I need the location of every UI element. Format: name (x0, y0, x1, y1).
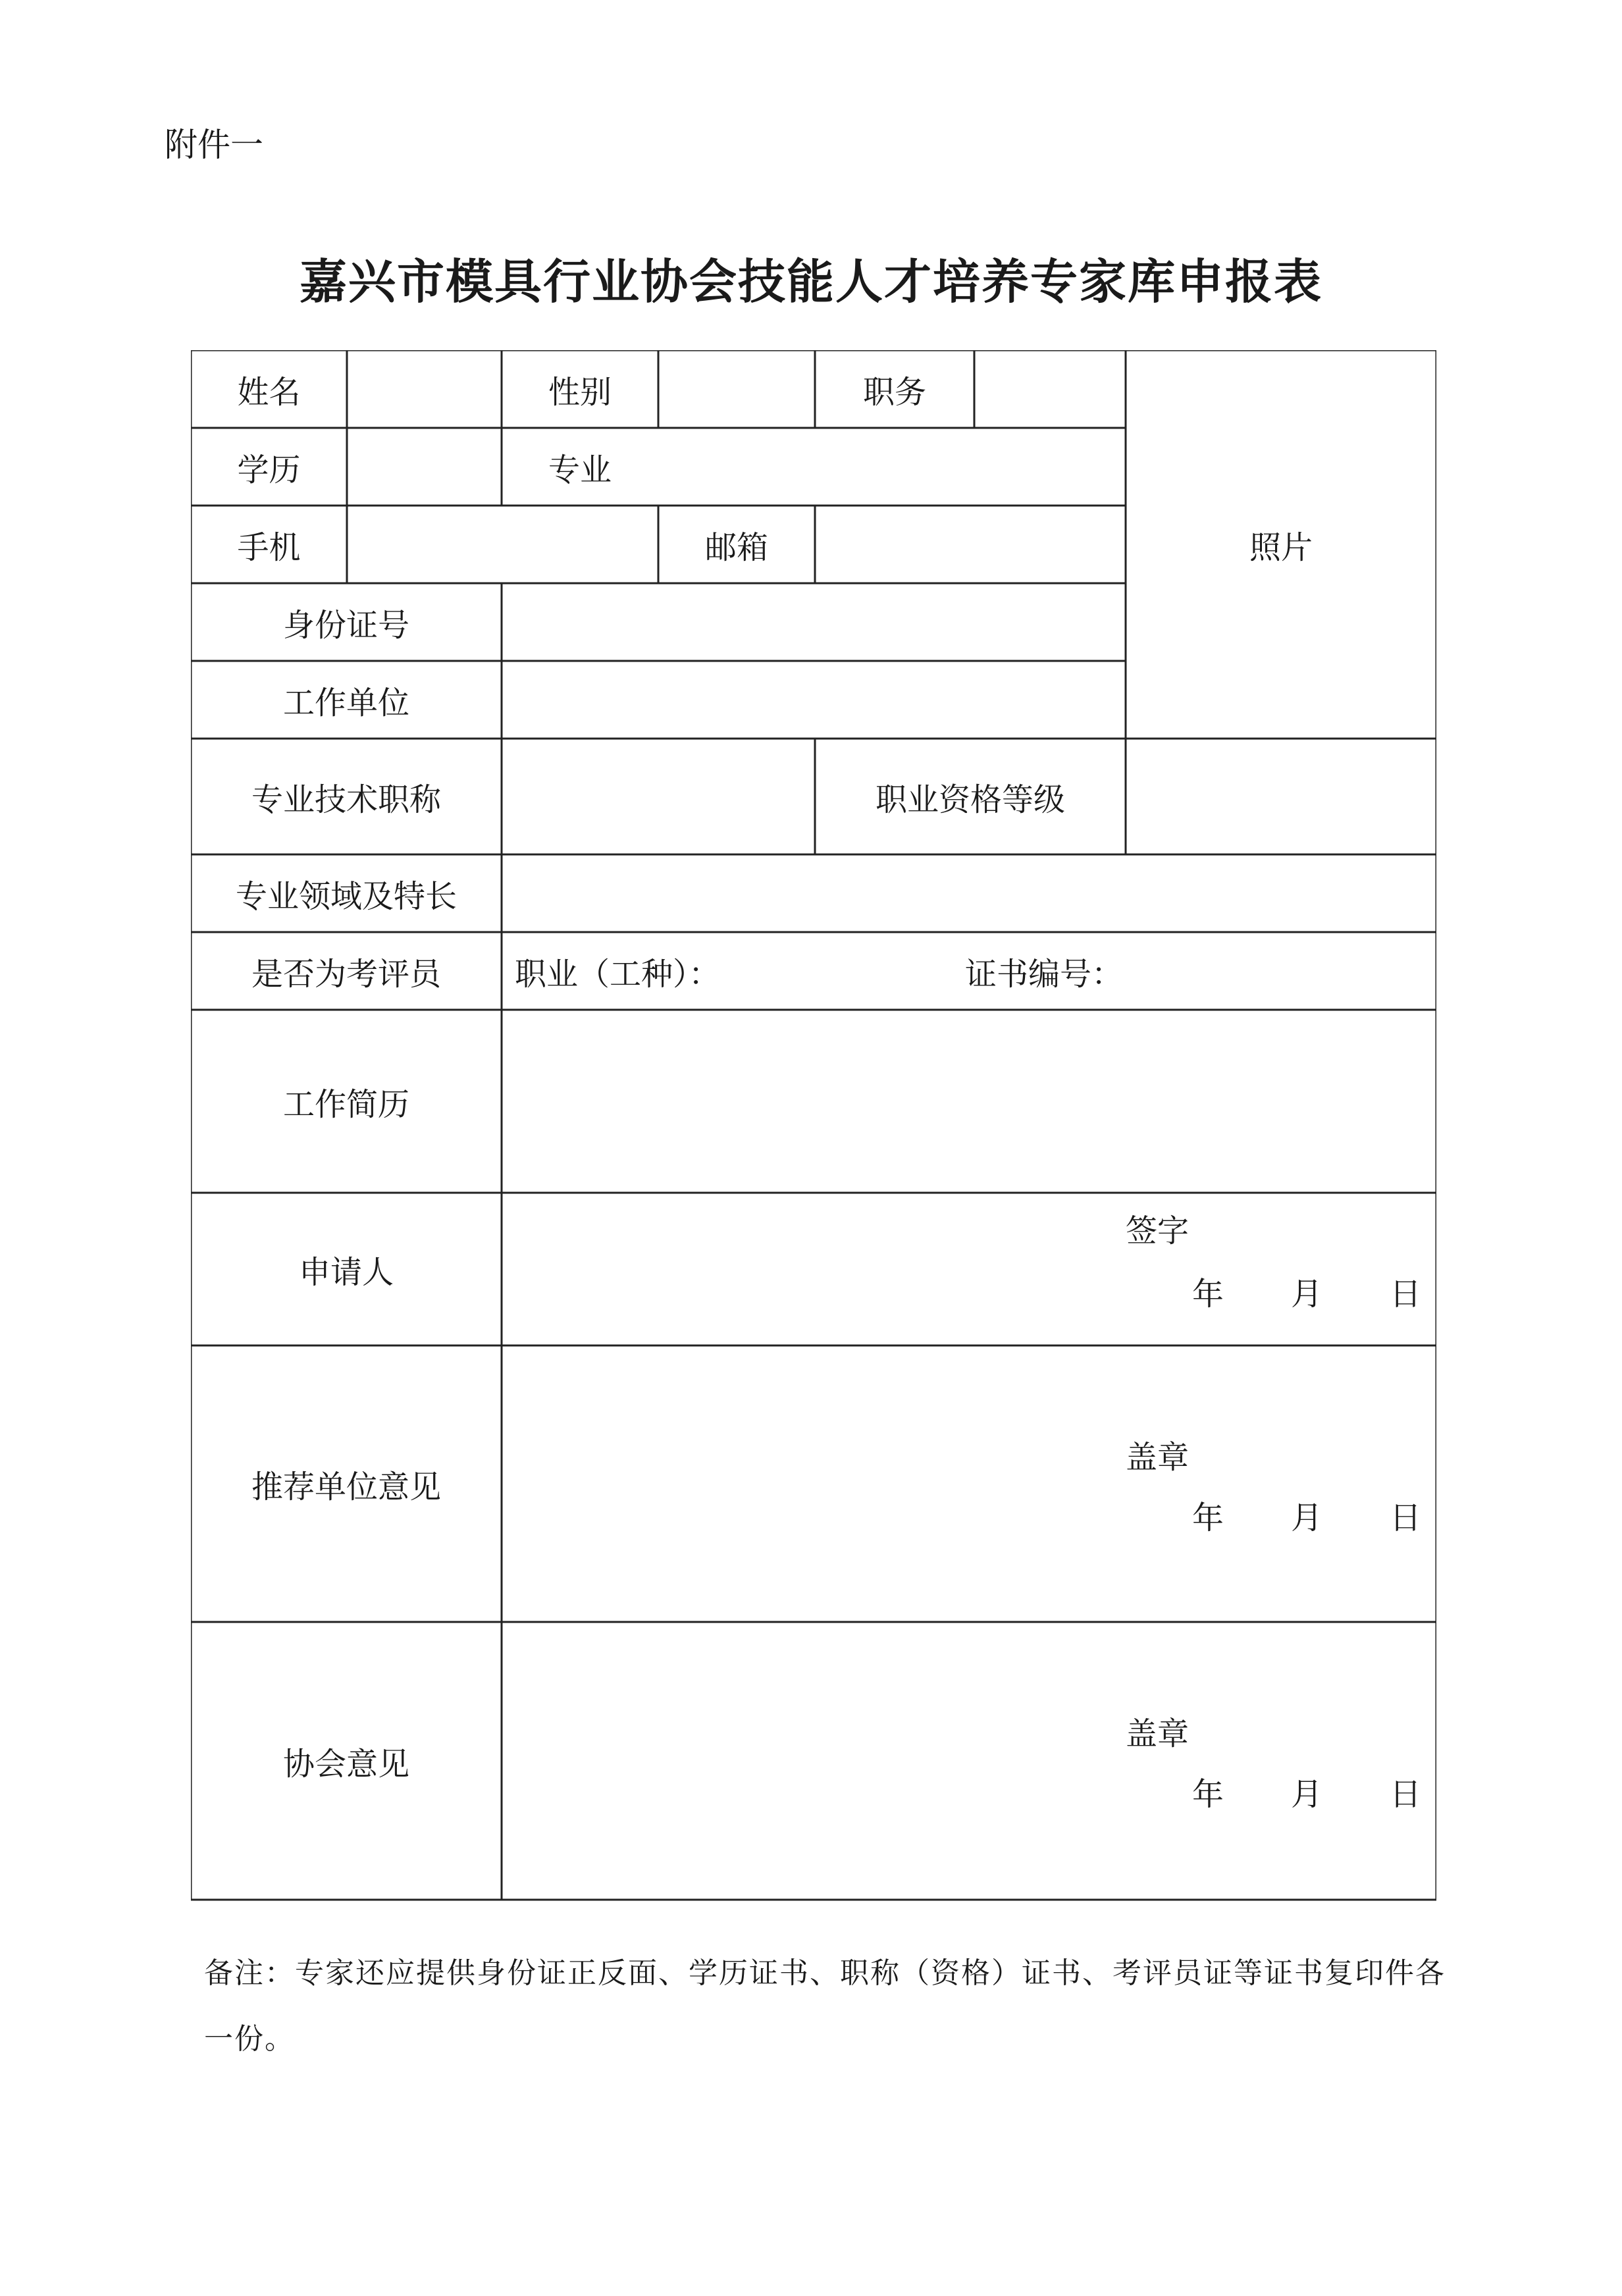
applicant-month-label: 月 (1290, 1275, 1322, 1313)
email-label: 邮箱 (704, 529, 768, 566)
employer-label: 工作单位 (282, 684, 409, 721)
qualification-field[interactable] (1126, 739, 1436, 854)
association-year-label: 年 (1191, 1775, 1224, 1813)
name-label: 姓名 (237, 373, 301, 411)
certificate-number-label: 证书编号： (965, 955, 1124, 993)
recommender-opinion-label: 推荐单位意见 (251, 1468, 441, 1505)
professional-title-field[interactable] (502, 739, 815, 854)
specialty-field[interactable] (502, 854, 1436, 932)
form-title: 嘉兴市模具行业协会技能人才培养专家库申报表 (299, 254, 1322, 309)
name-field[interactable] (347, 350, 502, 428)
id-number-label: 身份证号 (282, 606, 409, 644)
association-day-label: 日 (1389, 1775, 1421, 1813)
education-label: 学历 (237, 451, 301, 488)
major-field[interactable] (658, 428, 1126, 506)
major-label: 专业 (548, 451, 612, 488)
email-field[interactable] (815, 506, 1126, 583)
mobile-field[interactable] (347, 506, 658, 583)
attachment-label: 附件一 (165, 126, 263, 164)
photo-box[interactable]: 照片 (1249, 529, 1313, 566)
gender-label: 性别 (548, 373, 612, 411)
mobile-label: 手机 (237, 529, 301, 566)
position-label: 职务 (862, 373, 926, 411)
recommender-day-label: 日 (1389, 1499, 1421, 1536)
specialty-label: 专业领域及特长 (235, 877, 457, 915)
examiner-label: 是否为考评员 (251, 955, 441, 993)
recommender-year-label: 年 (1191, 1499, 1224, 1536)
gender-field[interactable] (658, 350, 815, 428)
applicant-label: 申请人 (298, 1253, 394, 1291)
resume-label: 工作简历 (282, 1085, 409, 1123)
qualification-label: 职业资格等级 (875, 781, 1065, 818)
id-number-field[interactable] (502, 583, 1126, 661)
recommender-month-label: 月 (1290, 1499, 1322, 1536)
recommender-opinion-area[interactable] (502, 1345, 1436, 1622)
recommender-seal-label: 盖章 (1126, 1438, 1190, 1476)
association-opinion-label: 协会意见 (282, 1745, 409, 1783)
professional-title-label: 专业技术职称 (251, 781, 441, 818)
association-opinion-area[interactable] (502, 1622, 1436, 1900)
association-seal-label: 盖章 (1126, 1715, 1190, 1752)
application-form-table (191, 350, 1436, 1901)
occupation-label: 职业（工种）： (515, 955, 721, 993)
applicant-year-label: 年 (1191, 1275, 1224, 1313)
resume-field[interactable] (502, 1010, 1436, 1193)
position-field[interactable] (974, 350, 1126, 428)
education-field[interactable] (347, 428, 502, 506)
association-month-label: 月 (1290, 1775, 1322, 1813)
signature-label: 签字 (1126, 1212, 1190, 1249)
remarks-note: 备注：专家还应提供身份证正反面、学历证书、职称（资格）证书、考评员证等证书复印件各一份。 (204, 1956, 1446, 2056)
applicant-day-label: 日 (1389, 1275, 1421, 1313)
certificate-number-field[interactable] (1163, 932, 1426, 1010)
employer-field[interactable] (502, 661, 1126, 739)
